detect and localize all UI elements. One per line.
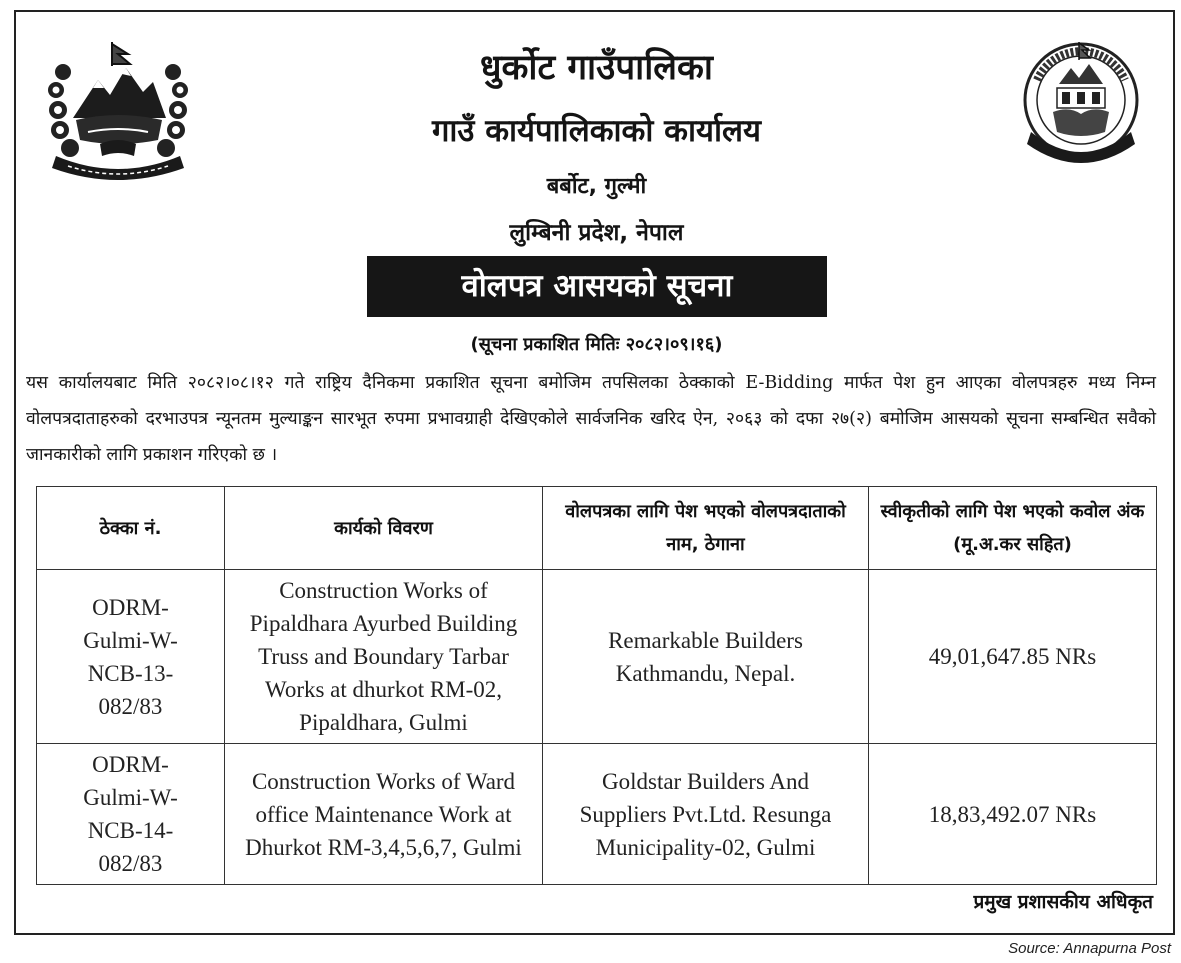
- notice-frame: [14, 10, 1175, 935]
- table-row: [37, 570, 1157, 744]
- table-header-row: [37, 487, 1157, 570]
- description-cell: Construction Works of Ward office Maintenance Work at Dhurkot RM-3,4,5,6,7, Gulmi: [225, 744, 543, 885]
- notice-title: वोलपत्र आसयको सूचना: [367, 256, 827, 317]
- office-location: बर्बोट, गुल्मी: [546, 174, 647, 199]
- header-description: कार्यको विवरण: [225, 487, 543, 570]
- published-date: (सूचना प्रकाशित मितिः २०८२।०९।१६): [470, 334, 723, 355]
- description-cell: Construction Works of Pipaldhara Ayurbed Building Truss and Boundary Tarbar Works at dhurkot RM-02, Pipaldhara, Gulmi: [225, 570, 543, 744]
- bidder-cell: Goldstar Builders And Suppliers Pvt.Ltd. Resunga Municipality-02, Gulmi: [543, 744, 869, 885]
- office-name: गाउँ कार्यपालिकाको कार्यालय: [431, 113, 762, 149]
- municipality-name: धुर्कोट गाउँपालिका: [480, 48, 713, 88]
- province-country: लुम्बिनी प्रदेश, नेपाल: [509, 220, 684, 246]
- contract-no-cell: ODRM-Gulmi-W-NCB-13-082/83: [37, 570, 225, 744]
- signoff-title: प्रमुख प्रशासकीय अधिकृत: [973, 891, 1153, 913]
- source-credit: Source: Annapurna Post: [1008, 940, 1171, 957]
- amount-cell: 49,01,647.85 NRs: [869, 570, 1157, 744]
- table-row: [37, 744, 1157, 885]
- header-bidder: वोलपत्रका लागि पेश भएको वोलपत्रदाताको नाम, ठेगाना: [543, 487, 869, 570]
- bid-table: [36, 486, 1157, 885]
- notice-body: यस कार्यालयबाट मिति २०८२।०८।१२ गते राष्ट्रिय दैनिकमा प्रकाशित सूचना बमोजिम तपसिलका ठेक्काको E-Bidding मार्फत पेश हुन आएका वोलपत्रहरु मध्य निम्न वोलपत्रदाताहरुको दरभाउपत्र न्यूनतम मुल्याङ्कन सारभूत रुपमा प्रभावग्राही देखिएकोले सार्वजनिक खरिद ऐन, २०६३ को दफा २७(२) बमोजिम आसयको सूचना सम्बन्धित सवैको जानकारीको लागि प्रकाशन गरिएको छ ।: [26, 373, 1156, 465]
- bidder-cell: Remarkable Builders Kathmandu, Nepal.: [543, 570, 869, 744]
- amount-cell: 18,83,492.07 NRs: [869, 744, 1157, 885]
- header-contract-no: ठेक्का नं.: [37, 487, 225, 570]
- contract-no-cell: ODRM-Gulmi-W-NCB-14-082/83: [37, 744, 225, 885]
- header-amount: स्वीकृतीको लागि पेश भएको कवोल अंक (मू.अ.कर सहित): [869, 487, 1157, 570]
